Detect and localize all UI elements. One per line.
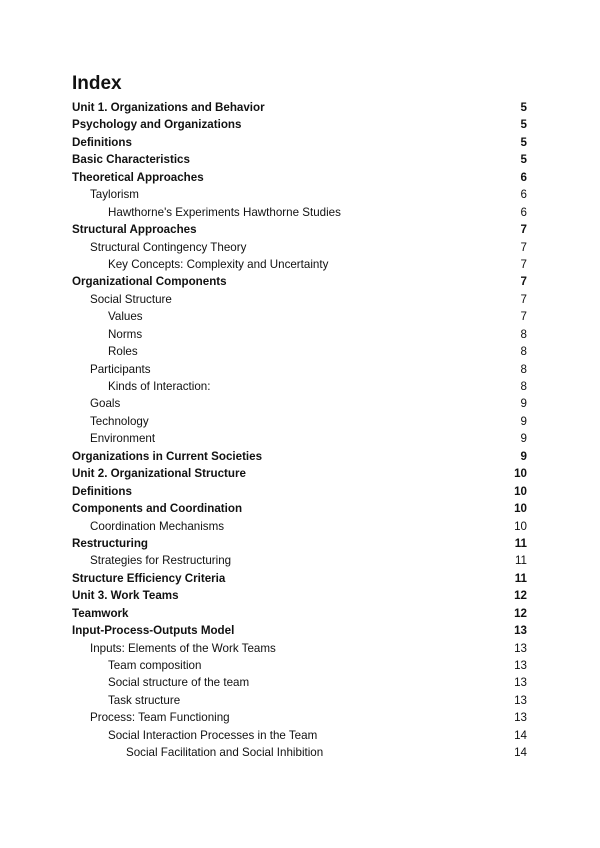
toc-entry-title: Social Facilitation and Social Inhibition (126, 746, 324, 760)
toc-entry-title: Organizational Components (72, 275, 227, 289)
toc-entry[interactable] (72, 744, 527, 761)
toc-entry-page-number: 13 (514, 659, 527, 672)
toc-entry-page-number: 5 (520, 118, 527, 132)
toc-entry-page-number: 5 (520, 101, 527, 114)
toc-entry-title: Strategies for Restructuring (90, 554, 232, 568)
toc-entry-title: Unit 2. Organizational Structure (72, 467, 246, 481)
toc-entry-page-number: 14 (514, 728, 527, 742)
toc-entry-page-number: 6 (520, 188, 527, 202)
toc-entry-page-number: 11 (514, 554, 527, 568)
toc-entry-title: Taylorism (90, 188, 139, 202)
toc-entry-title: Structural Approaches (72, 223, 197, 237)
toc-entry-page-number: 9 (520, 449, 527, 463)
toc-entry[interactable] (72, 395, 527, 412)
toc-entry[interactable] (72, 99, 527, 116)
toc-entry[interactable] (72, 151, 527, 168)
toc-entry-title: Structure Efficiency Criteria (72, 571, 226, 585)
toc-entry-title: Process: Team Functioning (90, 711, 230, 725)
toc-entry[interactable] (72, 535, 527, 552)
toc-entry[interactable] (72, 465, 527, 482)
toc-entry-page-number: 13 (514, 676, 527, 690)
toc-entry[interactable] (72, 674, 527, 691)
toc-entry-title: Teamwork (72, 606, 129, 620)
toc-entry-title: Components and Coordination (72, 502, 243, 516)
page-title: Index (72, 73, 122, 94)
toc-entry-title: Social structure of the team (108, 676, 250, 690)
toc-entry[interactable] (72, 587, 527, 604)
toc-entry-page-number: 11 (514, 536, 527, 550)
toc-entry-title: Norms (108, 327, 143, 341)
toc-entry-page-number: 14 (514, 746, 527, 760)
toc-entry-page-number: 12 (514, 589, 527, 603)
toc-entry-page-number: 13 (514, 693, 527, 707)
toc-entry[interactable] (72, 134, 527, 151)
toc-entry[interactable] (72, 186, 527, 203)
toc-entry-page-number: 10 (514, 467, 527, 481)
toc-entry[interactable] (72, 239, 527, 256)
toc-entry[interactable] (72, 361, 527, 378)
toc-entry-title: Roles (108, 345, 138, 359)
toc-entry[interactable] (72, 221, 527, 238)
toc-entry-page-number: 10 (514, 502, 527, 516)
toc-entry-title: Organizations in Current Societies (72, 449, 263, 463)
toc-entry[interactable] (72, 291, 527, 308)
toc-entry[interactable] (72, 727, 527, 744)
toc-entry-page-number: 13 (514, 711, 527, 725)
toc-entry[interactable] (72, 448, 527, 465)
toc-entry[interactable] (72, 570, 527, 587)
toc-entry-title: Definitions (72, 484, 132, 498)
toc-entry[interactable] (72, 552, 527, 569)
toc-entry[interactable] (72, 709, 527, 726)
toc-entry-page-number: 6 (520, 170, 527, 184)
toc-entry-page-number: 10 (514, 484, 527, 498)
toc-entry[interactable] (72, 343, 527, 360)
toc-entry[interactable] (72, 116, 527, 133)
toc-entry[interactable] (72, 483, 527, 500)
toc-entry-title: Hawthorne's Experiments Hawthorne Studies (108, 205, 341, 219)
toc-entry-page-number: 6 (520, 205, 527, 219)
toc-entry[interactable] (72, 622, 527, 639)
toc-entry-title: Key Concepts: Complexity and Uncertainty (108, 257, 329, 271)
toc-entry[interactable] (72, 169, 527, 186)
toc-entry-page-number: 10 (514, 519, 527, 533)
toc-entry-page-number: 9 (520, 432, 527, 446)
toc-entry-page-number: 11 (514, 571, 527, 585)
table-of-contents (72, 99, 527, 762)
toc-entry-title: Environment (90, 432, 156, 446)
toc-entry-title: Inputs: Elements of the Work Teams (90, 641, 276, 655)
toc-entry-page-number: 13 (514, 624, 527, 638)
toc-entry[interactable] (72, 500, 527, 517)
toc-entry[interactable] (72, 605, 527, 622)
toc-entry-page-number: 8 (520, 327, 527, 341)
toc-entry[interactable] (72, 640, 527, 657)
toc-entry-title: Kinds of Interaction: (108, 380, 211, 393)
toc-entry-page-number: 7 (520, 275, 527, 289)
toc-entry-title: Goals (90, 397, 121, 411)
toc-entry-page-number: 7 (520, 223, 527, 237)
toc-entry[interactable] (72, 326, 527, 343)
toc-entry[interactable] (72, 256, 527, 273)
toc-entry-page-number: 5 (520, 153, 527, 167)
toc-entry-page-number: 8 (520, 380, 527, 393)
toc-entry-title: Values (108, 310, 143, 324)
toc-entry-title: Psychology and Organizations (72, 118, 242, 132)
toc-entry-page-number: 9 (520, 397, 527, 411)
toc-entry-page-number: 9 (520, 414, 527, 428)
toc-entry-title: Coordination Mechanisms (90, 519, 225, 533)
toc-entry-title: Restructuring (72, 536, 149, 550)
toc-entry-page-number: 7 (520, 257, 527, 271)
toc-entry-title: Structural Contingency Theory (90, 240, 247, 254)
toc-entry[interactable] (72, 657, 527, 674)
toc-entry-title: Theoretical Approaches (72, 170, 204, 184)
toc-entry-title: Basic Characteristics (72, 153, 190, 167)
toc-entry-title: Social Structure (90, 292, 172, 306)
toc-entry-title: Participants (90, 362, 151, 376)
toc-entry[interactable] (72, 204, 527, 221)
toc-entry-page-number: 7 (520, 240, 527, 254)
toc-entry[interactable] (72, 413, 527, 430)
toc-entry-page-number: 13 (514, 641, 527, 655)
toc-entry[interactable] (72, 430, 527, 447)
toc-entry[interactable] (72, 692, 527, 709)
toc-entry-title: Technology (90, 414, 149, 428)
toc-entry-page-number: 5 (520, 135, 527, 149)
toc-entry-page-number: 8 (520, 362, 527, 376)
toc-entry-title: Input-Process-Outputs Model (72, 624, 235, 638)
toc-entry-title: Social Interaction Processes in the Team (108, 728, 318, 742)
toc-entry[interactable] (72, 518, 527, 535)
toc-entry[interactable] (72, 308, 527, 325)
toc-entry-page-number: 8 (520, 345, 527, 359)
toc-entry-title: Unit 3. Work Teams (72, 589, 179, 603)
toc-entry-title: Team composition (108, 659, 202, 672)
toc-entry-title: Definitions (72, 135, 132, 149)
toc-entry[interactable] (72, 273, 527, 290)
toc-entry-title: Unit 1. Organizations and Behavior (72, 101, 265, 114)
toc-entry-page-number: 12 (514, 606, 527, 620)
toc-entry-page-number: 7 (520, 292, 527, 306)
toc-entry-page-number: 7 (520, 310, 527, 324)
toc-entry[interactable] (72, 378, 527, 395)
toc-entry-title: Task structure (108, 693, 181, 707)
